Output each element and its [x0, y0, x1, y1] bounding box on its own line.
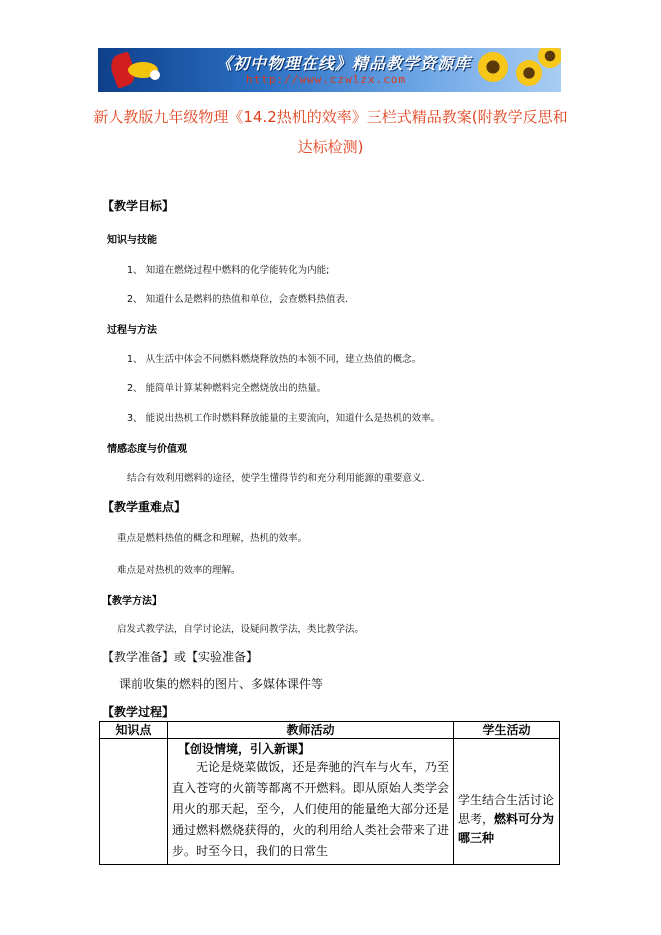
student-activity-cell: [454, 739, 560, 865]
header-banner: [98, 48, 561, 92]
teacher-activity-text: 无论是烧菜做饭，还是奔驰的汽车与火车，乃至直入苍穹的火箭等都离不开燃料。即从原始人类学会用火的那天起，至今，人们使用的能量绝大部分还是通过燃料燃烧获得的，火的利用给人类社会带来了进步。时至今日，我们的日常生: [172, 760, 449, 858]
knowledge-cell: [100, 739, 168, 865]
document-title: 新人教版九年级物理《14.2热机的效率》三栏式精品教案(附教学反思和达标检测): [93, 108, 568, 156]
subheading-process: 过程与方法: [107, 325, 157, 336]
section-heading-key-points: 【教学重难点】: [102, 500, 187, 514]
teacher-activity-cell: [168, 739, 454, 865]
teaching-process-table: [99, 721, 560, 865]
table-header-row: [100, 722, 560, 739]
methods-text: 启发式教学法，自学讨论法，设疑问教学法，类比教学法。: [117, 624, 365, 635]
subheading-attitude: 情感态度与价值观: [107, 444, 187, 455]
banner-title: 《初中物理在线》精品教学资源库: [216, 54, 472, 73]
table-row: [100, 739, 560, 865]
attitude-text: 结合有效利用燃料的途径，使学生懂得节约和充分利用能源的重要意义.: [127, 473, 425, 484]
section-heading-process: 【教学过程】: [102, 705, 175, 719]
list-item: 2、 能简单计算某种燃料完全燃烧放出的热量。: [127, 383, 327, 394]
teacher-activity-heading: 【创设情境，引入新课】: [178, 742, 311, 756]
logo-dot: [150, 70, 160, 80]
section-heading-methods: 【教学方法】: [102, 596, 162, 607]
student-activity-text: 学生结合生活讨论思考，: [458, 793, 555, 826]
column-header: 学生活动: [454, 722, 560, 739]
list-item: 1、 知道在燃烧过程中燃料的化学能转化为内能;: [127, 265, 330, 276]
column-header: 知识点: [100, 722, 168, 739]
column-header: 教师活动: [168, 722, 454, 739]
student-activity-emphasis: 燃料可分为哪三种: [458, 812, 555, 845]
key-point-text: 重点是燃料热值的概念和理解，热机的效率。: [117, 533, 308, 544]
list-item: 1、 从生活中体会不同燃料燃烧释放热的本领不同，建立热值的概念。: [127, 354, 422, 365]
subheading-knowledge: 知识与技能: [107, 235, 157, 246]
section-heading-goals: 【教学目标】: [102, 199, 175, 213]
sunflower-icon: [478, 52, 508, 82]
list-item: 2、 知道什么是燃料的热值和单位，会查燃料热值表.: [127, 294, 349, 305]
section-heading-preparation: 【教学准备】或【实验准备】: [102, 650, 259, 664]
preparation-text: 课前收集的燃料的图片、多媒体课件等: [119, 677, 324, 691]
difficult-point-text: 难点是对热机的效率的理解。: [117, 565, 241, 576]
banner-url[interactable]: http://www.czwlzx.com: [246, 73, 407, 86]
sunflower-icon: [516, 60, 542, 86]
sunflower-icon: [538, 48, 561, 68]
list-item: 3、 能说出热机工作时燃料释放能量的主要流向，知道什么是热机的效率。: [127, 413, 441, 424]
